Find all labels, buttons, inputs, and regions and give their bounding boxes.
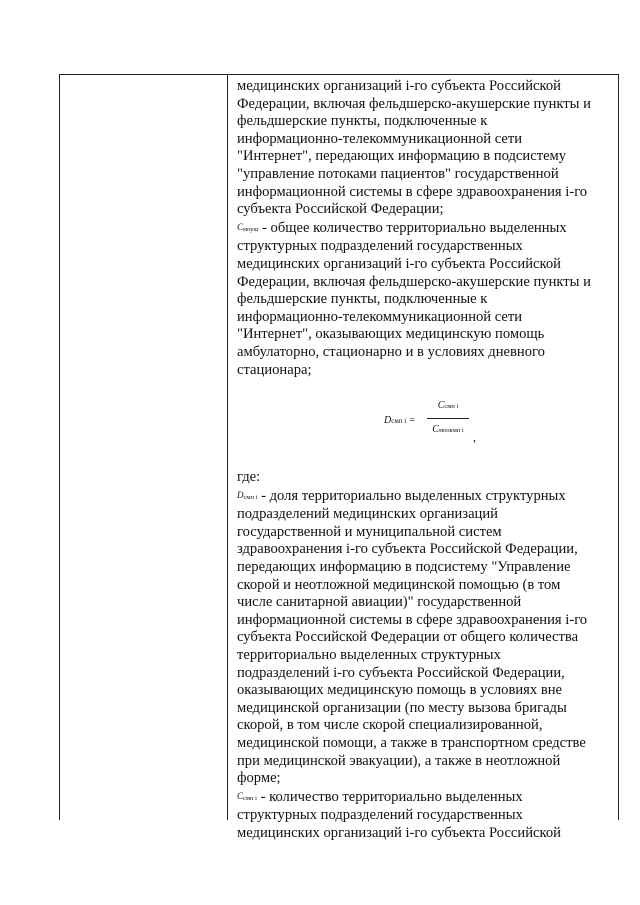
text-line: медицинских организаций i-го субъекта Российской [237,78,561,94]
formula-numerator: Cсмп i [437,400,459,412]
text-line: подразделений медицинских организаций [237,506,498,523]
text-line: подразделений i-го субъекта Российской Федерации, [237,664,565,681]
text-line: субъекта Российской Федерации от общего количества [237,629,579,646]
text-line: оказывающих медицинскую помощь в условиях вне [237,682,563,699]
document-table [59,74,619,841]
symbol-c-smp: Cсмп i [237,790,257,802]
text-line: "управление потоками пациентов" государственной [237,165,559,182]
text-line: субъекта Российской Федерации; [237,201,444,218]
formula-comma: , [473,430,476,445]
paragraph-top [237,78,612,219]
text-line: Федерации, включая фельдшерско-акушерские пункты и [237,95,591,112]
text-line: государственной и муниципальной систем [237,523,502,540]
table-left-column [60,75,228,820]
text-line: структурных подразделений государственных [237,238,523,255]
paragraph-mid [237,219,612,379]
formula [237,387,612,455]
text-line: "Интернет", передающих информацию в подсистему [237,148,567,165]
definition-line: Cмоуш - общее количество территориально выделенных [237,219,567,236]
text-line: информационной системы в сфере здравоохранения i-го [237,183,588,200]
formula-denominator: Cмоокмп i [432,423,464,435]
text-line: передающих информацию в подсистему "Управление [237,559,571,576]
formula-lhs: Dсмп i = [384,415,416,427]
text-line: структурных подразделений государственных [237,807,523,824]
paragraph-low [237,469,612,788]
text-line: информационной системы в сфере здравоохранения i-го [237,611,588,628]
paragraph-end [237,788,612,843]
text-line: медицинской помощи, а также в транспортном средстве [237,735,586,751]
definition-line: Cсмп i - количество территориально выделенных [237,788,523,805]
text-line: Федерации, включая фельдшерско-акушерские пункты и [237,273,591,290]
symbol-c-moush: Cмоуш [237,221,259,233]
text-line: фельдшерские пункты, подключенные к [237,291,488,308]
text-line: амбулаторно, стационарно и в условиях дневного [237,343,545,360]
symbol-d-smp: Dсмп i [237,489,258,501]
text-line: скорой и неотложной медицинской помощью (в том [237,576,561,593]
text-line: "Интернет", оказывающих медицинскую помощь [237,326,545,343]
text-line: информационно-телекоммуникационной сети [237,308,523,325]
text-line: медицинских организаций i-го субъекта Российской [237,255,561,272]
text-line: здравоохранения i-го субъекта Российской Федерации, [237,541,578,558]
text-line: скорой, в том числе скорой специализированной, [237,717,543,734]
text-line: форме; [237,770,281,787]
text-line: информационно-телекоммуникационной сети [237,130,523,147]
text-line: при медицинской эвакуации), а также в неотложной [237,752,561,769]
table-right-column [228,75,618,841]
text-line: территориально выделенных структурных [237,647,501,664]
text-line: стационара; [237,361,312,378]
text-line: медицинской организации (по месту вызова бригады [237,699,567,716]
where-label: где: [237,469,261,486]
text-line: медицинских организаций i-го субъекта Российской [237,824,561,841]
text-line: числе санитарной авиации)" государственной [237,594,522,611]
text-line: фельдшерские пункты, подключенные к [237,113,488,130]
definition-line: Dсмп i - доля территориально выделенных структурных [237,487,566,504]
formula-fraction [427,397,469,439]
